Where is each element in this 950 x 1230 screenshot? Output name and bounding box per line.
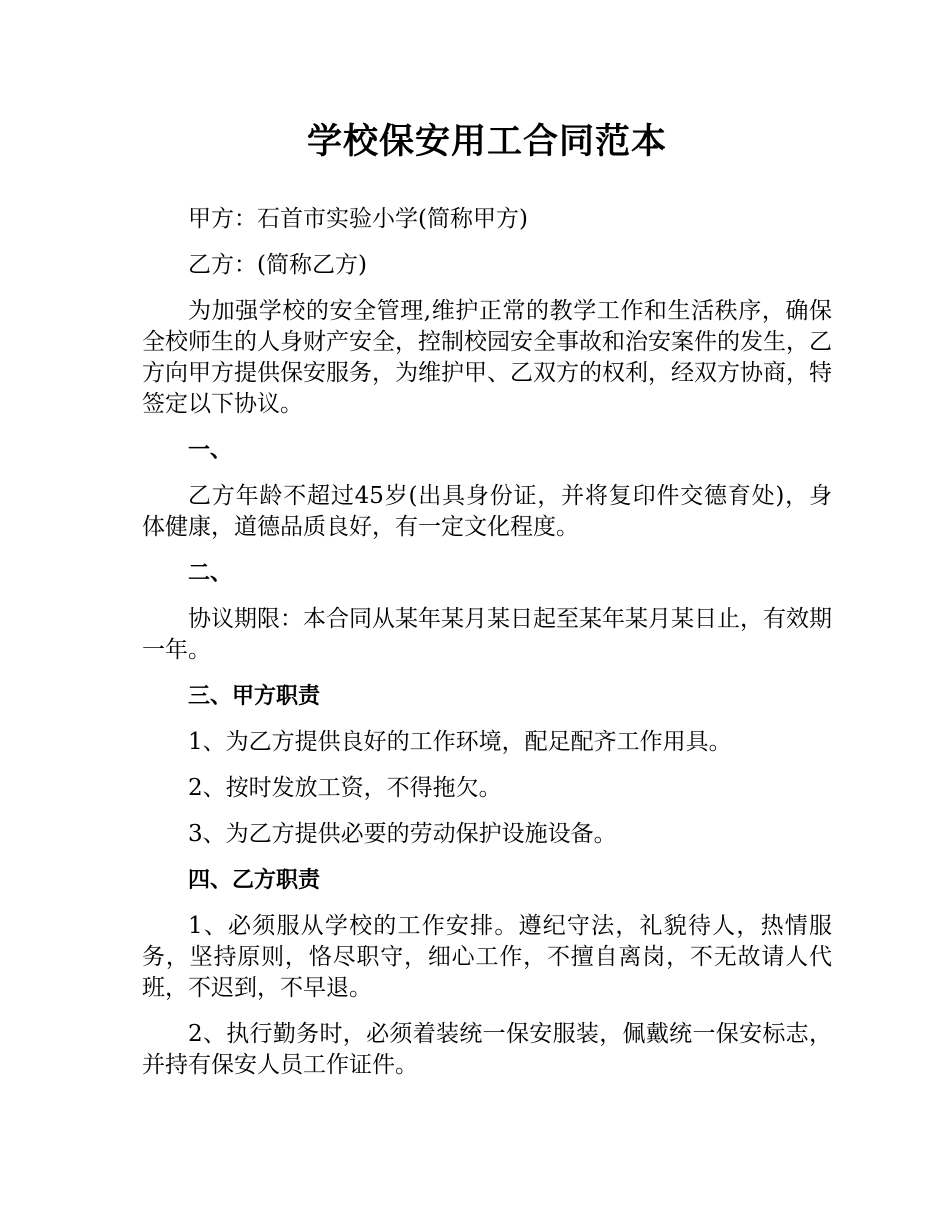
party-a-line: 甲方：石首市实验小学(简称甲方) [188,206,528,232]
document-title: 学校保安用工合同范本 [306,122,667,162]
section-2-paragraph: 协议期限：本合同从某年某月某日起至某年某月某日止，有效期一年。 [142,606,832,663]
section-heading-1: 一、 [188,438,233,463]
document-page [142,118,832,1096]
party-b-line: 乙方：(简称乙方) [188,252,367,278]
section-heading-3: 三、甲方职责 [188,684,321,709]
section-heading-2: 二、 [188,561,233,586]
section-1-paragraph: 乙方年龄不超过45岁(出具身份证，并将复印件交德育处)，身体健康，道德品质良好，有一定文化程度。 [142,483,832,540]
party-b-duty-1: 1、必须服从学校的工作安排。遵纪守法，礼貌待人，热情服务，坚持原则，恪尽职守，细心工作，不擅自离岗，不无故请人代班，不迟到，不早退。 [142,913,832,1001]
party-a-duty-2: 2、按时发放工资，不得拖欠。 [188,775,502,801]
preamble-paragraph: 为加强学校的安全管理,维护正常的教学工作和生活秩序，确保全校师生的人身财产安全，控制校园安全事故和治安案件的发生，乙方向甲方提供保安服务，为维护甲、乙双方的权利，经双方协商，特签定以下协议。 [142,298,832,417]
party-a-duty-1: 1、为乙方提供良好的工作环境，配足配齐工作用具。 [188,729,732,755]
party-a-duty-3: 3、为乙方提供必要的劳动保护设施设备。 [188,821,617,847]
party-b-duty-2: 2、执行勤务时，必须着装统一保安服装，佩戴统一保安标志，并持有保安人员工作证件。 [142,1021,832,1078]
section-heading-4: 四、乙方职责 [188,868,321,893]
